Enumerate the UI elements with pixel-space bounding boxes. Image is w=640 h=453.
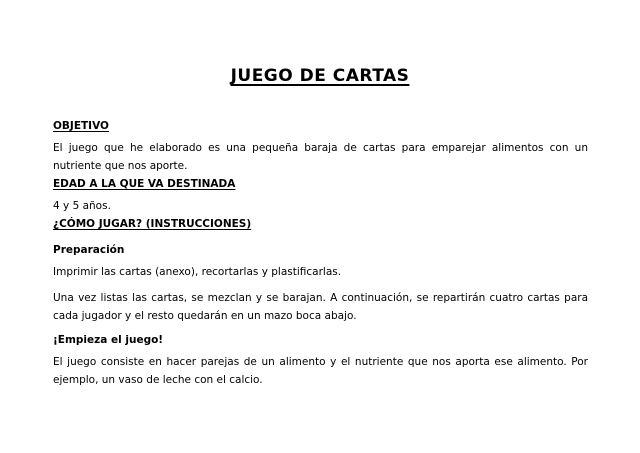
subheading-empieza: ¡Empieza el juego! — [53, 334, 164, 346]
section-heading-objetivo: OBJETIVO — [53, 120, 109, 132]
edad-paragraph: 4 y 5 años. — [53, 200, 111, 212]
objetivo-paragraph: El juego que he elaborado es una pequeña baraja de cartas para emparejar alimentos con un nutriente que nos aporte. — [53, 142, 588, 172]
section-heading-como-jugar: ¿CÓMO JUGAR? (INSTRUCCIONES) — [53, 218, 252, 230]
preparacion-paragraph-2: Una vez listas las cartas, se mezclan y se barajan. A continuación, se repartirán cuatro cartas para cada jugador y el resto quedarán en un mazo boca abajo. — [53, 292, 588, 322]
empieza-paragraph: El juego consiste en hacer parejas de un alimento y el nutriente que nos aporta ese alimento. Por ejemplo, un vaso de leche con el calcio. — [53, 356, 588, 386]
document-body — [53, 119, 588, 389]
subheading-preparacion: Preparación — [53, 244, 125, 256]
document-title: JUEGO DE CARTAS — [230, 66, 410, 86]
preparacion-paragraph-1: Imprimir las cartas (anexo), recortarlas y plastificarlas. — [53, 266, 342, 278]
section-heading-edad: EDAD A LA QUE VA DESTINADA — [53, 178, 236, 190]
document-title-container — [0, 66, 640, 86]
